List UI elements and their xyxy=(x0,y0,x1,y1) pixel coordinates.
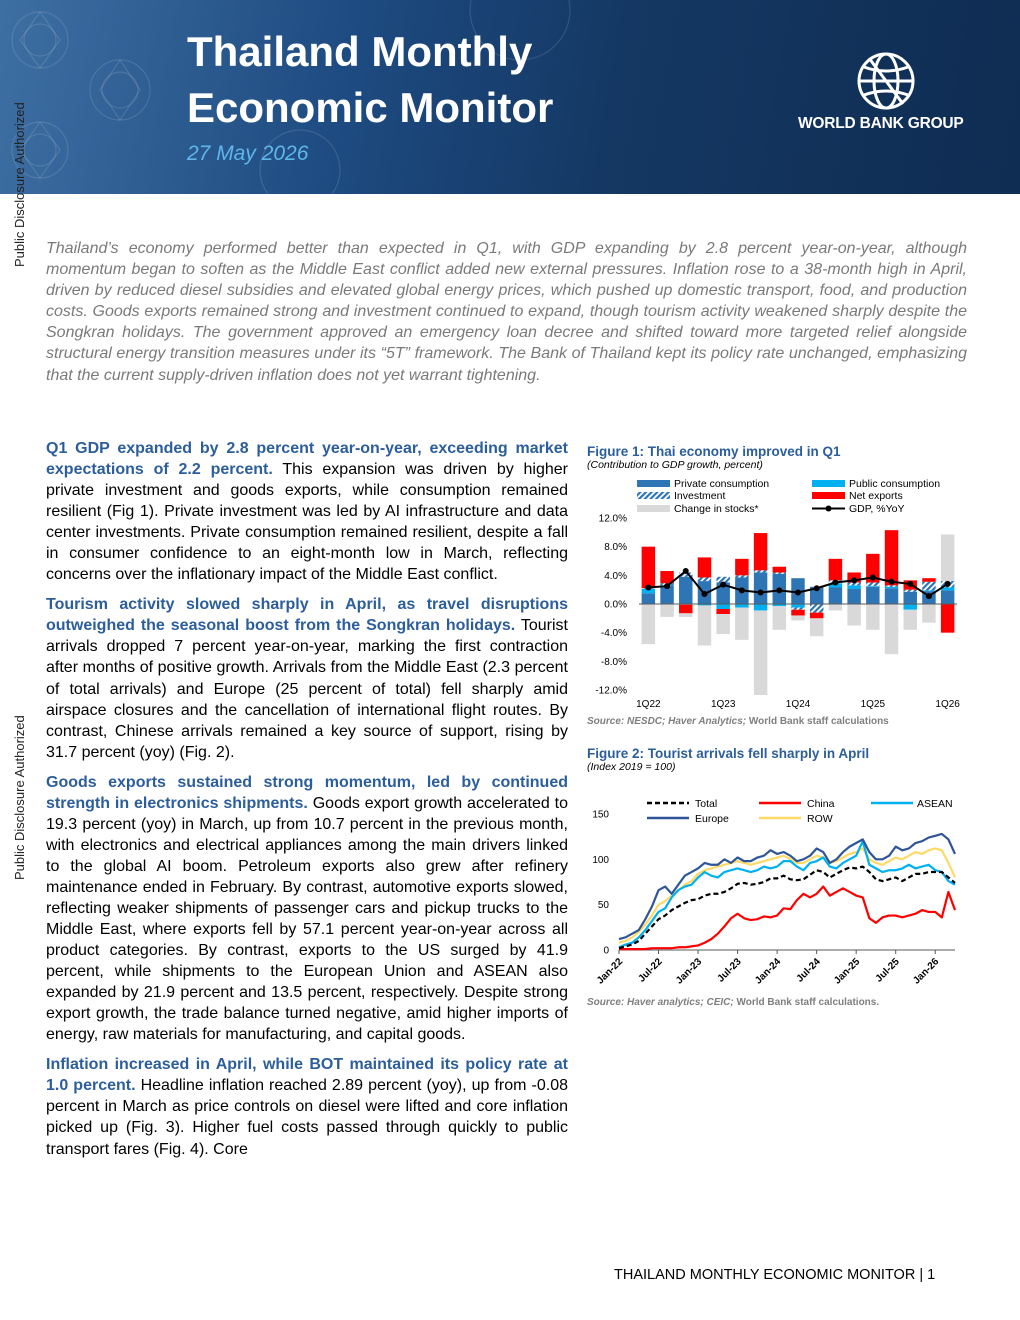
bar-segment xyxy=(773,572,786,573)
legend-swatch xyxy=(637,492,670,499)
legend-swatch xyxy=(637,480,670,487)
x-tick-label: Jan-24 xyxy=(753,956,784,987)
bar-segment xyxy=(679,605,692,614)
bar-segment xyxy=(679,613,692,617)
x-tick-label: Jul-24 xyxy=(794,956,823,985)
bar-segment xyxy=(904,590,917,592)
gdp-point xyxy=(889,579,895,585)
gdp-point xyxy=(870,574,876,580)
report-title xyxy=(187,24,553,136)
bar-segment xyxy=(885,585,898,586)
bar-segment xyxy=(716,604,729,609)
bar-segment xyxy=(698,605,711,645)
paragraph-lead: Goods exports sustained strong momentum, led by continued strength in electronics shipments. xyxy=(46,773,568,812)
legend-label: ASEAN xyxy=(917,798,953,810)
bar-segment xyxy=(810,613,823,619)
bar-segment xyxy=(922,578,935,582)
legend-label: ROW xyxy=(807,813,833,825)
bar-segment xyxy=(642,593,655,604)
globe-logo-icon xyxy=(855,50,917,112)
figure-1-source xyxy=(587,716,889,727)
y-tick-label: 8.0% xyxy=(604,542,627,554)
x-tick-label: 1Q26 xyxy=(935,699,960,710)
x-tick-label: Jan-25 xyxy=(832,956,863,987)
figure-2-source xyxy=(587,997,879,1008)
title-line-2: Economic Monitor xyxy=(187,84,554,131)
bar-segment xyxy=(660,604,673,617)
gdp-point xyxy=(739,587,745,593)
bar-segment xyxy=(791,604,804,608)
gdp-point xyxy=(926,593,932,599)
gdp-point xyxy=(832,580,838,586)
page-footer: THAILAND MONTHLY ECONOMIC MONITOR | 1 xyxy=(614,1267,936,1283)
bar-segment xyxy=(642,547,655,589)
bar-segment xyxy=(716,614,729,634)
bar-segment xyxy=(698,577,711,581)
gdp-point xyxy=(907,581,913,587)
bar-segment xyxy=(773,567,786,573)
bar-segment xyxy=(754,533,767,570)
x-tick-label: Jan-26 xyxy=(911,956,942,987)
source-rest: World Bank staff calculations xyxy=(746,716,889,727)
y-tick-label: -12.0% xyxy=(595,685,627,697)
bar-segment xyxy=(904,604,917,610)
figure-1-heading xyxy=(587,444,967,471)
gdp-point xyxy=(758,590,764,596)
bar-segment xyxy=(679,577,692,604)
figure-1-title: Figure 1: Thai economy improved in Q1 xyxy=(587,444,841,459)
paragraph-tourism xyxy=(46,594,568,762)
legend-label: GDP, %YoY xyxy=(849,503,905,515)
legend-label: Europe xyxy=(695,813,729,825)
bar-segment xyxy=(941,590,954,604)
x-tick-label: Jan-23 xyxy=(673,956,705,987)
paragraph-body: This expansion was driven by higher private investment and goods exports, while consumption remained resilient (Fig 1). Private investment was led by AI infrastructure and data center investments. Private consumption remained resilient, despite a fall in consumer confidence to an eight-month low in March, reflecting concerns over the inflationary impact of the Middle East conflict. xyxy=(46,461,569,584)
figure-2-subtitle: (Index 2019 = 100) xyxy=(587,761,676,773)
bar-segment xyxy=(735,575,748,577)
gdp-point xyxy=(795,590,801,596)
executive-summary: Thailand’s economy performed better than expected in Q1, with GDP expanding by 2.8 percent year-on-year, although momentum began to soften as the Middle East conflict added new external pressures. Inflation rose to a 38-month high in April, driven by reduced diesel subsidies and elevated global energy prices, which pushed up domestic transport, food, and production costs. Goods exports remained strong and investment continued to expand, though tourism activity weakened sharply despite the Songkran holidays. The government approved an emergency loan decree and shifted toward more targeted relief alongside structural energy transition measures under its “5T” framework. The Bank of Thailand kept its policy rate unchanged, emphasizing that the current supply-driven inflation does not yet warrant tightening. xyxy=(46,240,967,384)
bar-segment xyxy=(885,604,898,654)
bar-segment xyxy=(716,609,729,614)
bar-segment xyxy=(754,604,767,610)
bar-segment xyxy=(904,592,917,604)
gdp-point xyxy=(645,585,651,591)
paragraph-body: Tourist arrivals dropped 7 percent year-on-year, marking the first contraction after months of positive growth. Arrivals from the Middle East (2.3 percent of total arrivals) and Europe (25 percent of total) fell sharply amid airspace closures and the cancellation of international flight routes. By contrast, Chinese arrivals remained a key source of support, rising by 31.7 percent (yoy) (Fig. 2). xyxy=(46,617,568,761)
bar-segment xyxy=(829,588,842,604)
bar-segment xyxy=(735,604,748,608)
legend-label: Public consumption xyxy=(849,478,941,490)
legend-swatch xyxy=(637,505,670,512)
legend-swatch xyxy=(826,506,832,512)
y-tick-label: 4.0% xyxy=(604,570,627,582)
legend-label: China xyxy=(807,798,835,810)
gdp-point xyxy=(851,577,857,583)
legend-label: Change in stocks* xyxy=(674,503,759,515)
bar-segment xyxy=(866,583,879,587)
bar-segment xyxy=(735,559,748,575)
x-tick-label: 1Q25 xyxy=(860,699,886,710)
paragraph-lead: Inflation increased in April, while BOT maintained its policy rate at 1.0 percent. xyxy=(46,1056,568,1095)
bar-segment xyxy=(810,618,823,636)
y-tick-label: 12.0% xyxy=(598,513,627,525)
legend-swatch xyxy=(812,492,845,499)
bar-segment xyxy=(754,570,767,572)
gdp-point xyxy=(701,591,707,597)
y-tick-label: 50 xyxy=(597,900,609,912)
bar-segment xyxy=(885,588,898,604)
y-tick-label: 0 xyxy=(603,945,609,957)
paragraph-body: Headline inflation reached 2.89 percent (yoy), up from -0.08 percent in March as price controls on diesel were lifted and core inflation picked up (Fig. 3). Higher fuel costs passed through quickly to public transport fares (Fig. 4). Core xyxy=(46,1077,568,1158)
bar-segment xyxy=(791,610,804,616)
bar-segment xyxy=(904,610,917,630)
y-tick-label: -8.0% xyxy=(600,656,627,668)
legend-label: Private consumption xyxy=(674,478,770,490)
bar-segment xyxy=(941,604,954,633)
y-tick-label: 0.0% xyxy=(604,599,627,611)
disclosure-label-bottom: Public Disclosure Authorized xyxy=(12,715,27,880)
bar-segment xyxy=(791,615,804,620)
figure-2-title: Figure 2: Tourist arrivals fell sharply in April xyxy=(587,746,870,761)
report-date: 27 May 2026 xyxy=(187,142,309,165)
paragraph-inflation xyxy=(46,1054,568,1159)
bar-segment xyxy=(642,604,655,644)
org-name: WORLD BANK GROUP xyxy=(798,115,964,132)
x-tick-label: 1Q24 xyxy=(785,699,811,710)
x-tick-label: Jan-22 xyxy=(594,956,626,987)
legend-label: Net exports xyxy=(849,490,903,502)
bar-segment xyxy=(885,587,898,588)
figure-2-chart xyxy=(587,792,967,992)
series-line xyxy=(619,887,955,950)
gdp-point xyxy=(776,587,782,593)
source-italic: Source: NESDC; Haver Analytics; xyxy=(587,716,747,727)
bar-segment xyxy=(866,604,879,630)
bar-segment xyxy=(773,606,786,630)
bar-segment xyxy=(754,572,767,604)
bar-segment xyxy=(885,530,898,585)
gdp-point xyxy=(664,583,670,589)
paragraph-lead: Q1 GDP expanded by 2.8 percent year-on-year, exceeding market expectations of 2.2 percent. xyxy=(46,440,568,479)
figure-1-subtitle: (Contribution to GDP growth, percent) xyxy=(587,459,763,471)
legend-label: Total xyxy=(695,798,718,810)
paragraph-exports xyxy=(46,772,568,1046)
bar-segment xyxy=(791,608,804,610)
gdp-point xyxy=(945,581,951,587)
gdp-point xyxy=(720,582,726,588)
bar-segment xyxy=(922,604,935,623)
bar-segment xyxy=(847,585,860,589)
bar-segment xyxy=(941,534,954,581)
source-italic: Source: Haver analytics; CEIC; xyxy=(587,997,734,1008)
x-tick-label: 1Q23 xyxy=(710,699,736,710)
series-line xyxy=(619,867,955,949)
x-tick-label: Jul-22 xyxy=(636,956,665,985)
paragraph-body: Goods export growth accelerated to 19.3 percent (yoy) in March, up from 10.7 percent in the previous month, with electronics and electrical appliances among the main drivers linked to the global AI boom. Petroleum exports also grew after refinery maintenance ended in February. By contrast, automotive exports slowed, reflecting weaker shipments of passenger cars and pickup trucks to the Middle East, where exports fell by 57.1 percent year-on-year across all product categories. By contrast, exports to the US surged by 41.9 percent, while shipments to the European Union and ASEAN also expanded by 21.9 percent and 13.5 percent, respectively. Despite strong export growth, the trade balance turned negative, amid higher imports of energy, raw materials for manufacturing, and capital goods. xyxy=(46,794,569,1044)
y-tick-label: 150 xyxy=(592,809,609,821)
bar-segment xyxy=(698,557,711,577)
bar-segment xyxy=(716,577,729,583)
bar-segment xyxy=(829,559,842,581)
x-tick-label: Jul-25 xyxy=(873,956,902,985)
series-line xyxy=(619,848,955,942)
bar-segment xyxy=(847,604,860,626)
gdp-point xyxy=(814,585,820,591)
disclosure-label-top: Public Disclosure Authorized xyxy=(12,102,27,267)
bar-segment xyxy=(866,586,879,587)
bar-segment xyxy=(866,587,879,604)
paragraph-gdp xyxy=(46,438,568,585)
bar-segment xyxy=(922,582,935,591)
bar-segment xyxy=(810,604,823,613)
bar-segment xyxy=(922,590,935,591)
gdp-point xyxy=(683,568,689,574)
bar-segment xyxy=(754,610,767,695)
y-tick-label: -4.0% xyxy=(600,628,627,640)
legend-label: Investment xyxy=(674,490,726,502)
y-tick-label: 100 xyxy=(592,854,609,866)
bar-segment xyxy=(829,604,842,610)
source-rest: World Bank staff calculations. xyxy=(733,997,880,1008)
bar-segment xyxy=(735,608,748,640)
body-column xyxy=(46,438,568,1169)
title-line-1: Thailand Monthly xyxy=(187,28,533,75)
figure-2-heading xyxy=(587,746,967,773)
x-tick-label: 1Q22 xyxy=(636,699,661,710)
paragraph-lead: Tourism activity slowed sharply in April, as travel disruptions outweighed the seasonal boost from the Songkran holidays. xyxy=(46,596,568,635)
report-header xyxy=(0,0,1020,194)
figure-1-chart xyxy=(587,476,967,714)
legend-swatch xyxy=(812,480,845,487)
series-line xyxy=(619,834,955,939)
x-tick-label: Jul-23 xyxy=(715,956,744,985)
bar-segment xyxy=(847,589,860,604)
